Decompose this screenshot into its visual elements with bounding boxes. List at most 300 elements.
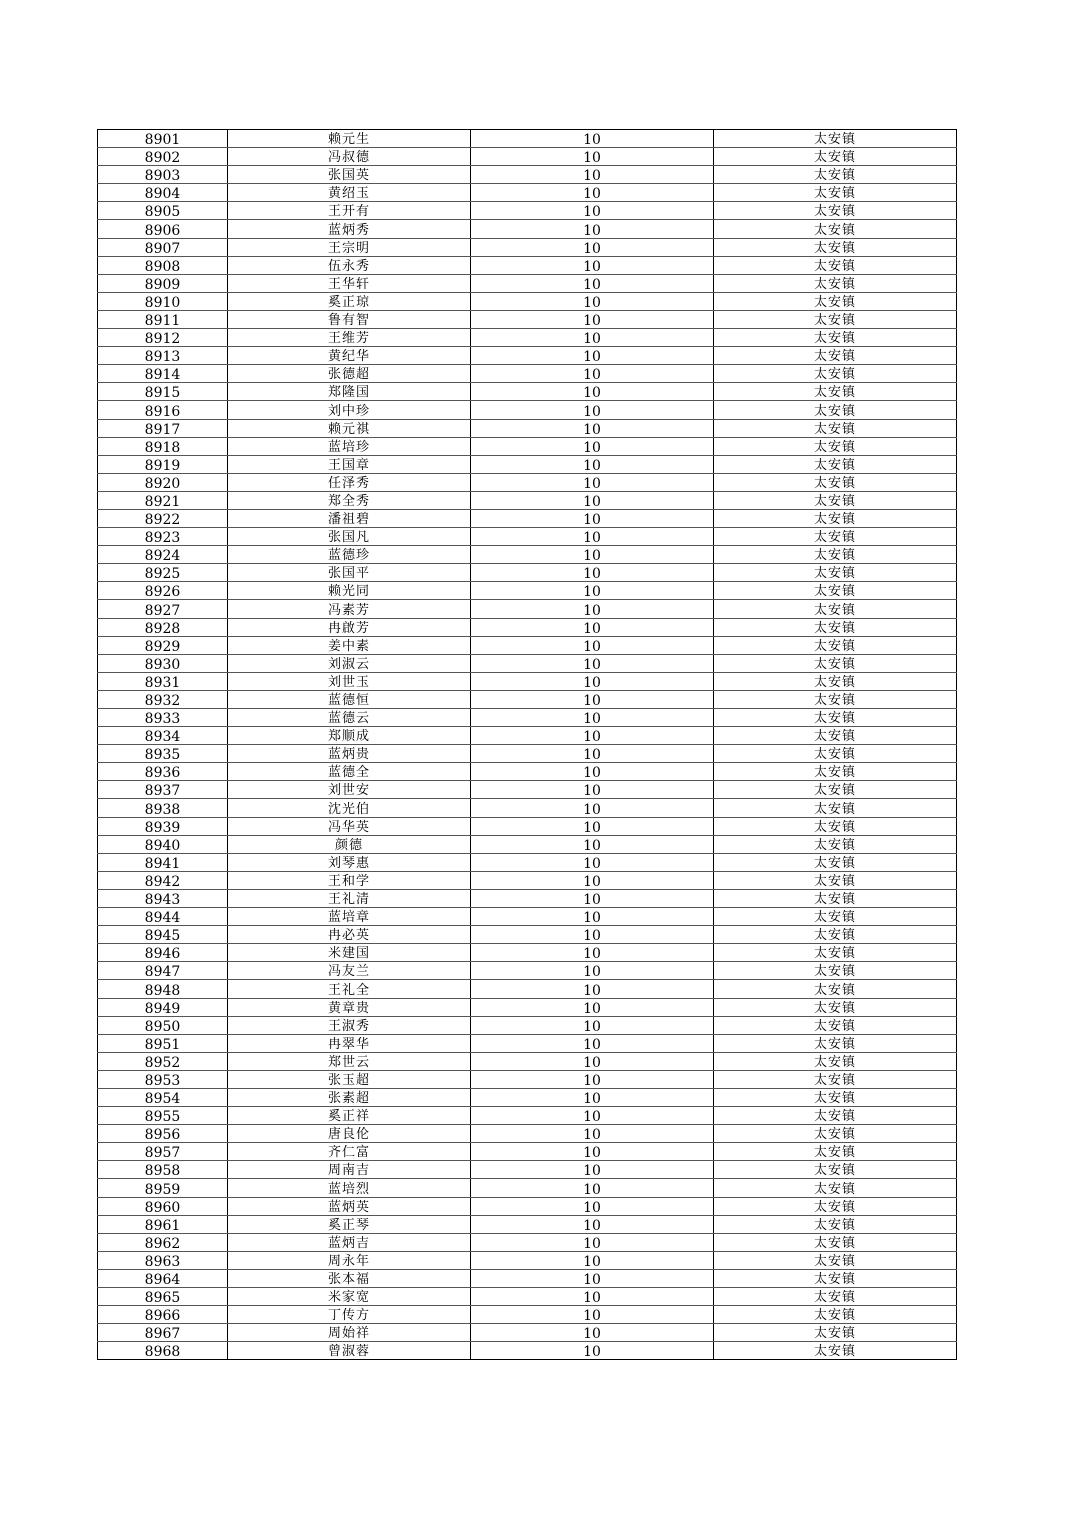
name-cell: 王淑秀 [228,1016,471,1034]
table-row [98,202,957,220]
table-row [98,998,957,1016]
row-number-cell: 8904 [98,184,228,202]
table-row [98,1088,957,1106]
row-number-cell: 8924 [98,546,228,564]
amount-cell: 10 [471,419,714,437]
table-row [98,473,957,491]
amount-cell: 10 [471,1125,714,1143]
table-row [98,564,957,582]
name-cell: 冉必英 [228,926,471,944]
row-number-cell: 8923 [98,528,228,546]
town-cell: 太安镇 [714,944,957,962]
name-cell: 张国平 [228,564,471,582]
amount-cell: 10 [471,528,714,546]
name-cell: 张国凡 [228,528,471,546]
town-cell: 太安镇 [714,437,957,455]
row-number-cell: 8931 [98,672,228,690]
amount-cell: 10 [471,491,714,509]
town-cell: 太安镇 [714,962,957,980]
town-cell: 太安镇 [714,1088,957,1106]
amount-cell: 10 [471,618,714,636]
row-number-cell: 8932 [98,690,228,708]
town-cell: 太安镇 [714,908,957,926]
name-cell: 奚正祥 [228,1107,471,1125]
amount-cell: 10 [471,1179,714,1197]
town-cell: 太安镇 [714,1143,957,1161]
name-cell: 冯叔德 [228,148,471,166]
name-cell: 赖元祺 [228,419,471,437]
amount-cell: 10 [471,238,714,256]
name-cell: 唐良伦 [228,1125,471,1143]
table-row [98,491,957,509]
town-cell: 太安镇 [714,166,957,184]
town-cell: 太安镇 [714,473,957,491]
town-cell: 太安镇 [714,202,957,220]
name-cell: 张国英 [228,166,471,184]
table-row [98,1288,957,1306]
row-number-cell: 8937 [98,781,228,799]
town-cell: 太安镇 [714,1161,957,1179]
town-cell: 太安镇 [714,618,957,636]
row-number-cell: 8958 [98,1161,228,1179]
table-row [98,636,957,654]
row-number-cell: 8919 [98,455,228,473]
row-number-cell: 8963 [98,1251,228,1269]
name-cell: 蓝德云 [228,709,471,727]
name-cell: 张素超 [228,1088,471,1106]
table-row [98,1215,957,1233]
table-row [98,256,957,274]
name-cell: 郑全秀 [228,491,471,509]
name-cell: 曾淑蓉 [228,1342,471,1360]
name-cell: 蓝培烈 [228,1179,471,1197]
town-cell: 太安镇 [714,1034,957,1052]
amount-cell: 10 [471,1034,714,1052]
amount-cell: 10 [471,763,714,781]
name-cell: 刘世玉 [228,672,471,690]
table-row [98,365,957,383]
name-cell: 伍永秀 [228,256,471,274]
amount-cell: 10 [471,1342,714,1360]
town-cell: 太安镇 [714,1197,957,1215]
amount-cell: 10 [471,347,714,365]
amount-cell: 10 [471,401,714,419]
row-number-cell: 8962 [98,1233,228,1251]
amount-cell: 10 [471,220,714,238]
row-number-cell: 8914 [98,365,228,383]
amount-cell: 10 [471,166,714,184]
amount-cell: 10 [471,1251,714,1269]
name-cell: 刘中珍 [228,401,471,419]
name-cell: 王华轩 [228,274,471,292]
table-row [98,817,957,835]
table-row [98,310,957,328]
amount-cell: 10 [471,709,714,727]
name-cell: 蓝培珍 [228,437,471,455]
town-cell: 太安镇 [714,274,957,292]
amount-cell: 10 [471,437,714,455]
town-cell: 太安镇 [714,582,957,600]
name-cell: 郑顺成 [228,727,471,745]
amount-cell: 10 [471,962,714,980]
amount-cell: 10 [471,383,714,401]
town-cell: 太安镇 [714,853,957,871]
town-cell: 太安镇 [714,491,957,509]
table-row [98,1233,957,1251]
row-number-cell: 8907 [98,238,228,256]
amount-cell: 10 [471,256,714,274]
row-number-cell: 8960 [98,1197,228,1215]
name-cell: 周始祥 [228,1324,471,1342]
table-row [98,274,957,292]
town-cell: 太安镇 [714,672,957,690]
town-cell: 太安镇 [714,727,957,745]
name-cell: 周南吉 [228,1161,471,1179]
table-row [98,1107,957,1125]
amount-cell: 10 [471,654,714,672]
row-number-cell: 8967 [98,1324,228,1342]
row-number-cell: 8965 [98,1288,228,1306]
amount-cell: 10 [471,1016,714,1034]
name-cell: 蓝德全 [228,763,471,781]
town-cell: 太安镇 [714,292,957,310]
table-row [98,1070,957,1088]
name-cell: 王国章 [228,455,471,473]
town-cell: 太安镇 [714,817,957,835]
name-cell: 冉啟芳 [228,618,471,636]
table-row [98,148,957,166]
row-number-cell: 8910 [98,292,228,310]
town-cell: 太安镇 [714,329,957,347]
table-row [98,853,957,871]
table-row [98,799,957,817]
town-cell: 太安镇 [714,130,957,148]
amount-cell: 10 [471,1052,714,1070]
row-number-cell: 8955 [98,1107,228,1125]
table-row [98,871,957,889]
row-number-cell: 8947 [98,962,228,980]
amount-cell: 10 [471,926,714,944]
amount-cell: 10 [471,1107,714,1125]
amount-cell: 10 [471,672,714,690]
table-row [98,1342,957,1360]
row-number-cell: 8926 [98,582,228,600]
name-cell: 颜德 [228,835,471,853]
town-cell: 太安镇 [714,980,957,998]
name-cell: 黄绍玉 [228,184,471,202]
row-number-cell: 8961 [98,1215,228,1233]
table-row [98,1016,957,1034]
amount-cell: 10 [471,292,714,310]
row-number-cell: 8939 [98,817,228,835]
row-number-cell: 8901 [98,130,228,148]
row-number-cell: 8928 [98,618,228,636]
amount-cell: 10 [471,908,714,926]
town-cell: 太安镇 [714,690,957,708]
table-row [98,781,957,799]
town-cell: 太安镇 [714,1052,957,1070]
name-cell: 张德超 [228,365,471,383]
amount-cell: 10 [471,600,714,618]
table-row [98,238,957,256]
amount-cell: 10 [471,1215,714,1233]
row-number-cell: 8945 [98,926,228,944]
town-cell: 太安镇 [714,799,957,817]
name-cell: 鲁有智 [228,310,471,328]
row-number-cell: 8903 [98,166,228,184]
table-body [98,130,957,1360]
name-cell: 黄纪华 [228,347,471,365]
table-row [98,1034,957,1052]
name-cell: 郑世云 [228,1052,471,1070]
name-cell: 周永年 [228,1251,471,1269]
name-cell: 王宗明 [228,238,471,256]
name-cell: 任泽秀 [228,473,471,491]
amount-cell: 10 [471,817,714,835]
table-row [98,672,957,690]
row-number-cell: 8964 [98,1269,228,1287]
town-cell: 太安镇 [714,546,957,564]
table-row [98,962,957,980]
table-row [98,763,957,781]
row-number-cell: 8959 [98,1179,228,1197]
town-cell: 太安镇 [714,148,957,166]
table-row [98,419,957,437]
row-number-cell: 8942 [98,871,228,889]
amount-cell: 10 [471,727,714,745]
table-row [98,654,957,672]
table-row [98,745,957,763]
name-cell: 冉翠华 [228,1034,471,1052]
name-cell: 王礼全 [228,980,471,998]
row-number-cell: 8925 [98,564,228,582]
amount-cell: 10 [471,690,714,708]
row-number-cell: 8952 [98,1052,228,1070]
table-row [98,889,957,907]
row-number-cell: 8941 [98,853,228,871]
town-cell: 太安镇 [714,1324,957,1342]
town-cell: 太安镇 [714,455,957,473]
table-row [98,727,957,745]
data-table [97,129,957,1360]
table-row [98,220,957,238]
name-cell: 沈光伯 [228,799,471,817]
row-number-cell: 8920 [98,473,228,491]
row-number-cell: 8921 [98,491,228,509]
row-number-cell: 8918 [98,437,228,455]
amount-cell: 10 [471,473,714,491]
name-cell: 蓝炳吉 [228,1233,471,1251]
amount-cell: 10 [471,202,714,220]
table-row [98,618,957,636]
name-cell: 冯华英 [228,817,471,835]
town-cell: 太安镇 [714,1125,957,1143]
amount-cell: 10 [471,781,714,799]
table-row [98,1052,957,1070]
name-cell: 丁传方 [228,1306,471,1324]
town-cell: 太安镇 [714,238,957,256]
row-number-cell: 8933 [98,709,228,727]
row-number-cell: 8902 [98,148,228,166]
table-row [98,835,957,853]
name-cell: 郑隆国 [228,383,471,401]
name-cell: 刘琴惠 [228,853,471,871]
row-number-cell: 8950 [98,1016,228,1034]
table-row [98,184,957,202]
name-cell: 冯素芳 [228,600,471,618]
town-cell: 太安镇 [714,1070,957,1088]
town-cell: 太安镇 [714,220,957,238]
town-cell: 太安镇 [714,926,957,944]
row-number-cell: 8909 [98,274,228,292]
name-cell: 张玉超 [228,1070,471,1088]
name-cell: 王礼清 [228,889,471,907]
row-number-cell: 8906 [98,220,228,238]
row-number-cell: 8946 [98,944,228,962]
amount-cell: 10 [471,184,714,202]
table-row [98,600,957,618]
amount-cell: 10 [471,799,714,817]
amount-cell: 10 [471,582,714,600]
town-cell: 太安镇 [714,998,957,1016]
row-number-cell: 8930 [98,654,228,672]
name-cell: 米建国 [228,944,471,962]
table-row [98,1324,957,1342]
town-cell: 太安镇 [714,1179,957,1197]
town-cell: 太安镇 [714,781,957,799]
amount-cell: 10 [471,1306,714,1324]
table-row [98,944,957,962]
amount-cell: 10 [471,1324,714,1342]
town-cell: 太安镇 [714,745,957,763]
row-number-cell: 8934 [98,727,228,745]
row-number-cell: 8938 [98,799,228,817]
town-cell: 太安镇 [714,1016,957,1034]
row-number-cell: 8908 [98,256,228,274]
row-number-cell: 8957 [98,1143,228,1161]
name-cell: 赖元生 [228,130,471,148]
town-cell: 太安镇 [714,347,957,365]
town-cell: 太安镇 [714,1288,957,1306]
name-cell: 王维芳 [228,329,471,347]
row-number-cell: 8905 [98,202,228,220]
town-cell: 太安镇 [714,600,957,618]
town-cell: 太安镇 [714,654,957,672]
table-row [98,1251,957,1269]
town-cell: 太安镇 [714,1107,957,1125]
table-row [98,166,957,184]
row-number-cell: 8916 [98,401,228,419]
row-number-cell: 8943 [98,889,228,907]
amount-cell: 10 [471,1197,714,1215]
row-number-cell: 8935 [98,745,228,763]
table-row [98,1161,957,1179]
table-row [98,980,957,998]
table-row [98,1125,957,1143]
table-row [98,1197,957,1215]
town-cell: 太安镇 [714,1215,957,1233]
row-number-cell: 8968 [98,1342,228,1360]
amount-cell: 10 [471,509,714,527]
name-cell: 冯友兰 [228,962,471,980]
table-row [98,437,957,455]
town-cell: 太安镇 [714,383,957,401]
amount-cell: 10 [471,1088,714,1106]
row-number-cell: 8944 [98,908,228,926]
town-cell: 太安镇 [714,889,957,907]
table-row [98,1269,957,1287]
row-number-cell: 8927 [98,600,228,618]
town-cell: 太安镇 [714,763,957,781]
table-row [98,401,957,419]
amount-cell: 10 [471,130,714,148]
name-cell: 蓝炳英 [228,1197,471,1215]
name-cell: 刘世安 [228,781,471,799]
amount-cell: 10 [471,455,714,473]
name-cell: 潘祖碧 [228,509,471,527]
amount-cell: 10 [471,1143,714,1161]
name-cell: 张本福 [228,1269,471,1287]
town-cell: 太安镇 [714,184,957,202]
name-cell: 姜中素 [228,636,471,654]
name-cell: 王和学 [228,871,471,889]
amount-cell: 10 [471,835,714,853]
amount-cell: 10 [471,1269,714,1287]
amount-cell: 10 [471,745,714,763]
amount-cell: 10 [471,980,714,998]
table-row [98,347,957,365]
amount-cell: 10 [471,871,714,889]
row-number-cell: 8922 [98,509,228,527]
table-row [98,1179,957,1197]
row-number-cell: 8953 [98,1070,228,1088]
town-cell: 太安镇 [714,1233,957,1251]
name-cell: 奚正琼 [228,292,471,310]
row-number-cell: 8929 [98,636,228,654]
row-number-cell: 8912 [98,329,228,347]
name-cell: 蓝德恒 [228,690,471,708]
row-number-cell: 8915 [98,383,228,401]
name-cell: 黄章贵 [228,998,471,1016]
table-row [98,509,957,527]
row-number-cell: 8911 [98,310,228,328]
name-cell: 蓝培章 [228,908,471,926]
name-cell: 蓝德珍 [228,546,471,564]
amount-cell: 10 [471,1070,714,1088]
name-cell: 蓝炳秀 [228,220,471,238]
amount-cell: 10 [471,310,714,328]
amount-cell: 10 [471,1233,714,1251]
town-cell: 太安镇 [714,310,957,328]
row-number-cell: 8954 [98,1088,228,1106]
name-cell: 齐仁富 [228,1143,471,1161]
row-number-cell: 8948 [98,980,228,998]
table-row [98,1143,957,1161]
town-cell: 太安镇 [714,636,957,654]
table-row [98,329,957,347]
row-number-cell: 8940 [98,835,228,853]
table-row [98,383,957,401]
town-cell: 太安镇 [714,1342,957,1360]
amount-cell: 10 [471,329,714,347]
town-cell: 太安镇 [714,564,957,582]
table-row [98,709,957,727]
row-number-cell: 8956 [98,1125,228,1143]
town-cell: 太安镇 [714,401,957,419]
table-row [98,908,957,926]
amount-cell: 10 [471,944,714,962]
town-cell: 太安镇 [714,871,957,889]
